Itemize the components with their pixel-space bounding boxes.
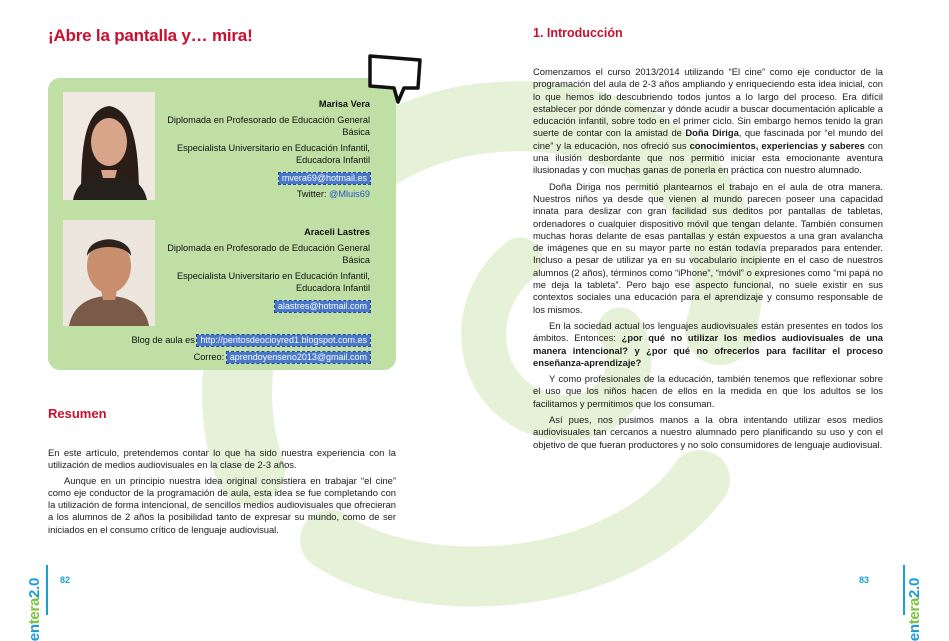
- text-run: , que fascinada por “el mundo del cine” y la educación, nos ofreció sus: [533, 127, 883, 151]
- speech-bubble-icon: [364, 50, 426, 106]
- page-number: 82: [60, 575, 71, 585]
- mail-address-link[interactable]: aprendoyenseno2013@gmail.com: [227, 352, 370, 363]
- author-photo-araceli: [63, 220, 155, 326]
- author-specialty: Especialista Universitario en Educación Infantil, Educadora Infantil: [176, 271, 370, 293]
- author-degree: Diplomada en Profesorado de Educación General Básica: [167, 115, 370, 137]
- intro-paragraph: Así pues, nos pusimos manos a la obra intentando utilizar esos medios audiovisuales tan cercanos a nuestro alumnado pero planificando su uso y con el objetivo de que fueran productores y no solo consumidores de lenguaje audiovisual.: [533, 414, 883, 450]
- introduction-heading: 1. Introducción: [533, 26, 623, 40]
- author-degree: Diplomada en Profesorado de Educación General Básica: [167, 243, 370, 265]
- brand-part: en: [906, 624, 923, 641]
- mail-label: Correo:: [193, 352, 225, 362]
- blog-label: Blog de aula es: [131, 335, 195, 345]
- brand-part: tera: [906, 597, 923, 625]
- brand-part: en: [26, 624, 43, 641]
- author-email-link[interactable]: alastres@hotmail.com: [275, 301, 370, 312]
- text-run: con una ilusión desbordante que nos permitió iniciar esta emocionante aventura ilusionadas y con muchas ganas de ponerla en práctica con nuestro alumnado.: [533, 139, 883, 176]
- summary-heading: Resumen: [48, 406, 107, 421]
- bold-run: ¿por qué no utilizar los medios audiovisuales de una manera intencional? y ¿por qué no ofrecerlos para facilitar el proceso enseñanza-aprendizaje?: [533, 332, 883, 368]
- article-title: ¡Abre la pantalla y… mira!: [48, 26, 253, 45]
- intro-paragraph: [533, 66, 883, 177]
- introduction-text: [533, 66, 883, 455]
- intro-paragraph: Y como profesionales de la educación, también tenemos que reflexionar sobre el uso que los niños hacen de ellos en la medida en que los adultos se los facilitamos y permitimos que los consuman.: [533, 373, 883, 409]
- twitter-label: Twitter:: [296, 189, 329, 199]
- twitter-handle-link[interactable]: @Mluis69: [329, 189, 370, 199]
- intro-paragraph: Doña Diriga nos permitió plantearnos el trabajo en el aula de otra manera. Nuestros niños ya desde que vienen al mundo parecen poseer una capacidad innata para deslizar con gran facilidad sus deditos por pantallas de tabletas, ordenadores o cualquier dispositivo móvil que tengan delante. También consumen muchas horas delante de esas pantallas y están expuestos a una gran avalancha de imágenes que en su mayor parte no están todavía preparados para entender. Incluso a pesar de utilizar ya en su vocabulario incipiente en el caso de nuestros alumnos (2 años), términos como “iPhone”, “móvil” o expresiones como “mi papá no me deja la tableta”. Pero bajo ese aspecto funcional, no suele existir en sus contextos sociales una educación para el aprendizaje y consumo responsable de los mismos.: [533, 180, 883, 315]
- brand-part: 2.0: [906, 578, 923, 598]
- bold-run: conocimientos, experiencias y saberes: [689, 139, 865, 151]
- brand-divider: [903, 565, 905, 615]
- summary-paragraph: Aunque en un principio nuestra idea original consistiera en trabajar “el cine” como eje conductor de la programación de aula, esta idea se fue completando con la utilización de forma intencional, de sencillos medios audiovisuales que ofrecieran a los alumnos de 2 años la posibilidad tanto de expresar su mundo, como de ser iniciados en el consumo crítico de lenguaje audiovisual.: [48, 474, 396, 535]
- right-page: [474, 0, 949, 641]
- brand-divider: [46, 565, 48, 615]
- author-name: Marisa Vera: [318, 99, 370, 109]
- author-specialty: Especialista Universitario en Educación Infantil, Educadora Infantil: [176, 143, 370, 165]
- author-card-marisa: [150, 98, 370, 200]
- summary-paragraph: En este artículo, pretendemos contar lo que ha sido nuestra experiencia con la utilización de medios audiovisuales en la clase de 2-3 años.: [48, 447, 396, 471]
- page-number: 83: [858, 575, 869, 585]
- man-portrait-icon: [63, 220, 155, 326]
- blog-url-link[interactable]: http://peritosdeocioyred1.blogspot.com.es: [197, 335, 370, 346]
- brand-part: tera: [26, 597, 43, 625]
- brand-logo: [906, 578, 923, 641]
- authors-box: [48, 78, 396, 370]
- left-page: [0, 0, 474, 641]
- woman-portrait-icon: [63, 92, 155, 200]
- bold-run: Doña Diriga: [685, 127, 739, 139]
- brand-logo: [26, 578, 43, 641]
- author-card-araceli: [150, 226, 370, 314]
- author-name: Araceli Lastres: [304, 227, 370, 237]
- text-run: Comenzamos el curso 2013/2014 utilizando “El cine” como eje conductor de la programación del aula de 2-3 años ampliando y enriqueciendo esta idea inicial, con lo que hemos ido descubriendo todos juntos a lo largo del proceso. Era difícil establecer por dónde comenzar y dónde acudir a buscar documentación aplicable a educación infantil, sobre todo en el primer ciclo. Sin embargo hemos tenido la gran suerte de contar con la amistad de: [533, 66, 883, 139]
- blog-row: [131, 334, 370, 346]
- summary-text: [48, 447, 396, 539]
- author-photo-marisa: [63, 92, 155, 200]
- text-run: En la sociedad actual los lenguajes audiovisuales están presentes en todos los ámbitos. Entonces:: [533, 319, 883, 344]
- author-email-link[interactable]: mvera69@hotmail.es: [279, 173, 370, 184]
- brand-part: 2.0: [26, 578, 43, 598]
- mail-row: [194, 351, 370, 363]
- intro-paragraph: [533, 320, 883, 369]
- author-twitter: [150, 188, 370, 200]
